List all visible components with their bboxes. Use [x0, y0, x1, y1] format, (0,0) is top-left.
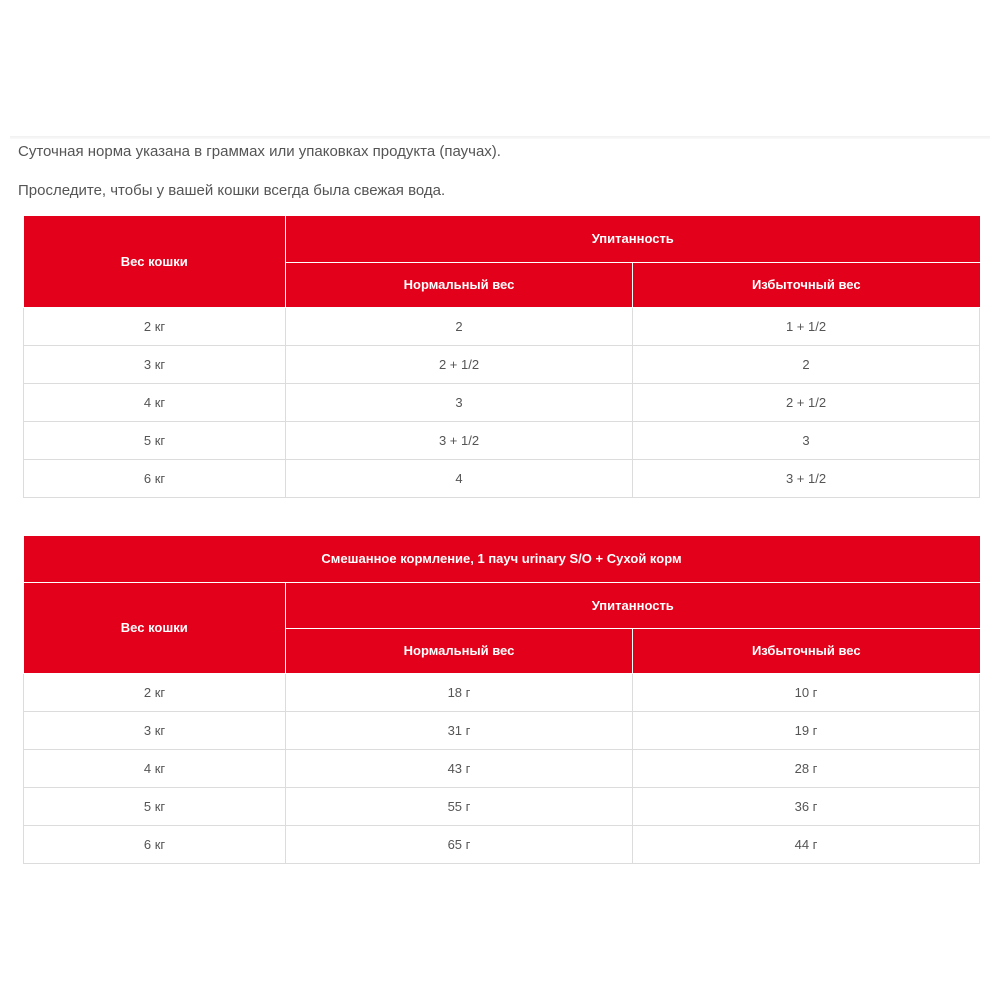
cell-over: 28 г [633, 749, 980, 787]
cell-over: 1 + 1/2 [633, 307, 980, 345]
header-cat-weight: Вес кошки [24, 216, 286, 307]
header-cat-weight: Вес кошки [24, 582, 286, 673]
cell-normal: 18 г [286, 673, 633, 711]
cell-over: 2 + 1/2 [633, 383, 980, 421]
table-row [24, 711, 980, 749]
cell-weight: 4 кг [24, 749, 286, 787]
cell-over: 19 г [633, 711, 980, 749]
cell-normal: 31 г [286, 711, 633, 749]
cell-weight: 3 кг [24, 345, 286, 383]
header-normal-weight: Нормальный вес [286, 628, 633, 673]
table-row [24, 673, 980, 711]
cell-normal: 2 [286, 307, 633, 345]
table-row [24, 459, 980, 497]
header-body-condition: Упитанность [286, 582, 980, 628]
intro-fresh-water: Проследите, чтобы у вашей кошки всегда была свежая вода. [18, 182, 446, 199]
cell-over: 3 [633, 421, 980, 459]
cell-over: 36 г [633, 787, 980, 825]
cell-normal: 3 [286, 383, 633, 421]
cell-weight: 6 кг [24, 459, 286, 497]
cell-over: 10 г [633, 673, 980, 711]
header-overweight: Избыточный вес [633, 628, 980, 673]
cell-weight: 3 кг [24, 711, 286, 749]
table-row [24, 825, 980, 863]
cell-over: 44 г [633, 825, 980, 863]
feeding-table-mixed [23, 536, 980, 864]
cell-over: 3 + 1/2 [633, 459, 980, 497]
cell-weight: 6 кг [24, 825, 286, 863]
header-body-condition: Упитанность [286, 216, 980, 262]
cell-normal: 4 [286, 459, 633, 497]
table-row [24, 787, 980, 825]
table-row [24, 383, 980, 421]
cell-normal: 65 г [286, 825, 633, 863]
table-row [24, 749, 980, 787]
top-divider [10, 136, 990, 139]
cell-normal: 2 + 1/2 [286, 345, 633, 383]
intro-daily-norm: Суточная норма указана в граммах или упаковках продукта (паучах). [18, 143, 501, 160]
table-row [24, 421, 980, 459]
feeding-table-pouches [23, 216, 980, 498]
cell-over: 2 [633, 345, 980, 383]
header-overweight: Избыточный вес [633, 262, 980, 307]
table-row [24, 345, 980, 383]
cell-weight: 2 кг [24, 307, 286, 345]
cell-normal: 43 г [286, 749, 633, 787]
cell-normal: 55 г [286, 787, 633, 825]
table-row [24, 307, 980, 345]
header-normal-weight: Нормальный вес [286, 262, 633, 307]
cell-weight: 2 кг [24, 673, 286, 711]
cell-weight: 4 кг [24, 383, 286, 421]
cell-weight: 5 кг [24, 421, 286, 459]
table-title-mixed-feeding: Смешанное кормление, 1 пауч urinary S/O + Сухой корм [24, 536, 980, 582]
cell-normal: 3 + 1/2 [286, 421, 633, 459]
cell-weight: 5 кг [24, 787, 286, 825]
